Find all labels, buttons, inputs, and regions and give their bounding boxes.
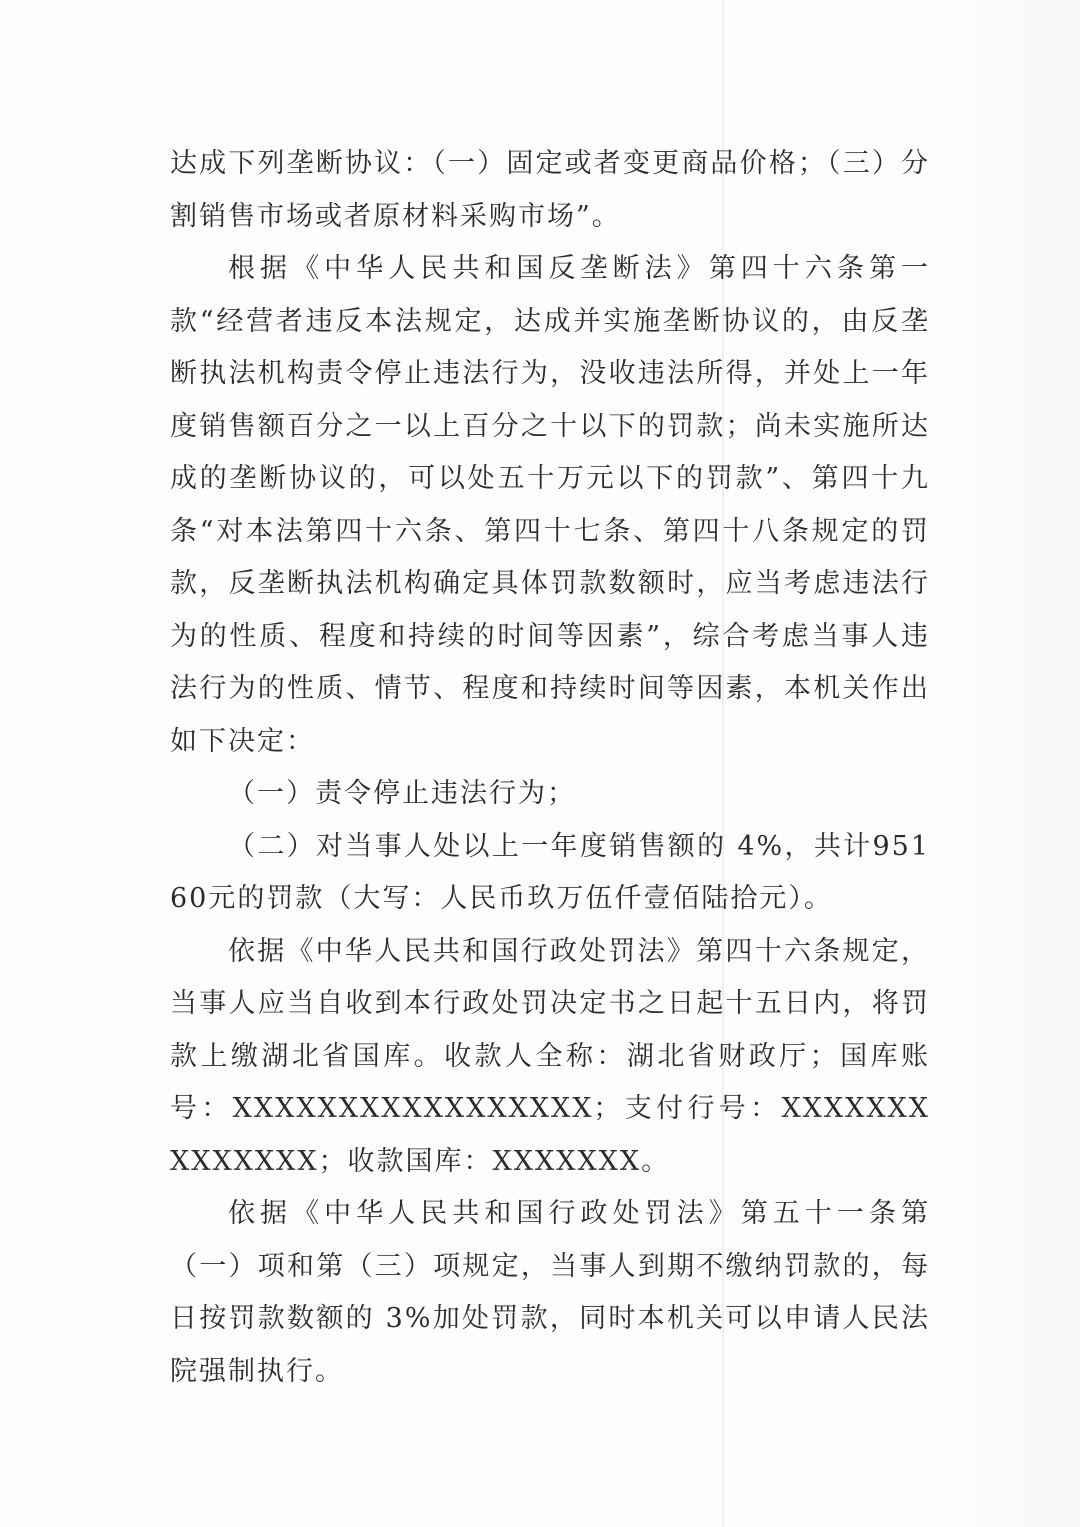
paragraph-late-penalty: 依据《中华人民共和国行政处罚法》第五十一条第（一）项和第（三）项规定，当事人到期不缴纳罚款的，每日按罚款数额的 3%加处罚款，同时本机关可以申请人民法院强制执行。 [170, 1198, 930, 1387]
decision-item-1: （一）责令停止违法行为； [228, 778, 576, 809]
paragraph-payment-instructions: 依据《中华人民共和国行政处罚法》第四十六条规定，当事人应当自收到本行政处罚决定书之日起十五日内，将罚款上缴湖北省国库。收款人全称：湖北省财政厅；国库账号：XXXXXXXXXXXXXXXXX；支付行号：XXXXXXXXXXXXXX；收款国库：XXXXXXX。 [170, 935, 930, 1177]
paragraph-legal-basis: 根据《中华人民共和国反垄断法》第四十六条第一款“经营者违反本法规定，达成并实施垄断协议的，由反垄断执法机构责令停止违法行为，没收违法所得，并处上一年度销售额百分之一以上百分之十以下的罚款；尚未实施所达成的垄断协议的，可以处五十万元以下的罚款”、第四十九条“对本法第四十六条、第四十七条、第四十八条规定的罚款，反垄断执法机构确定具体罚款数额时，应当考虑违法行为的性质、程度和持续的时间等因素”，综合考虑当事人违法行为的性质、情节、程度和持续时间等因素，本机关作出如下决定： [170, 253, 930, 757]
document-body [170, 138, 930, 1398]
decision-item-2: （二）对当事人处以上一年度销售额的 4%，共计95160元的罚款（大写：人民币玖万伍仟壹佰陆拾元）。 [170, 830, 930, 914]
scan-shading [940, 0, 1080, 1527]
paragraph-continuation: 达成下列垄断协议：（一）固定或者变更商品价格；（三）分割销售市场或者原材料采购市场”。 [170, 148, 930, 232]
